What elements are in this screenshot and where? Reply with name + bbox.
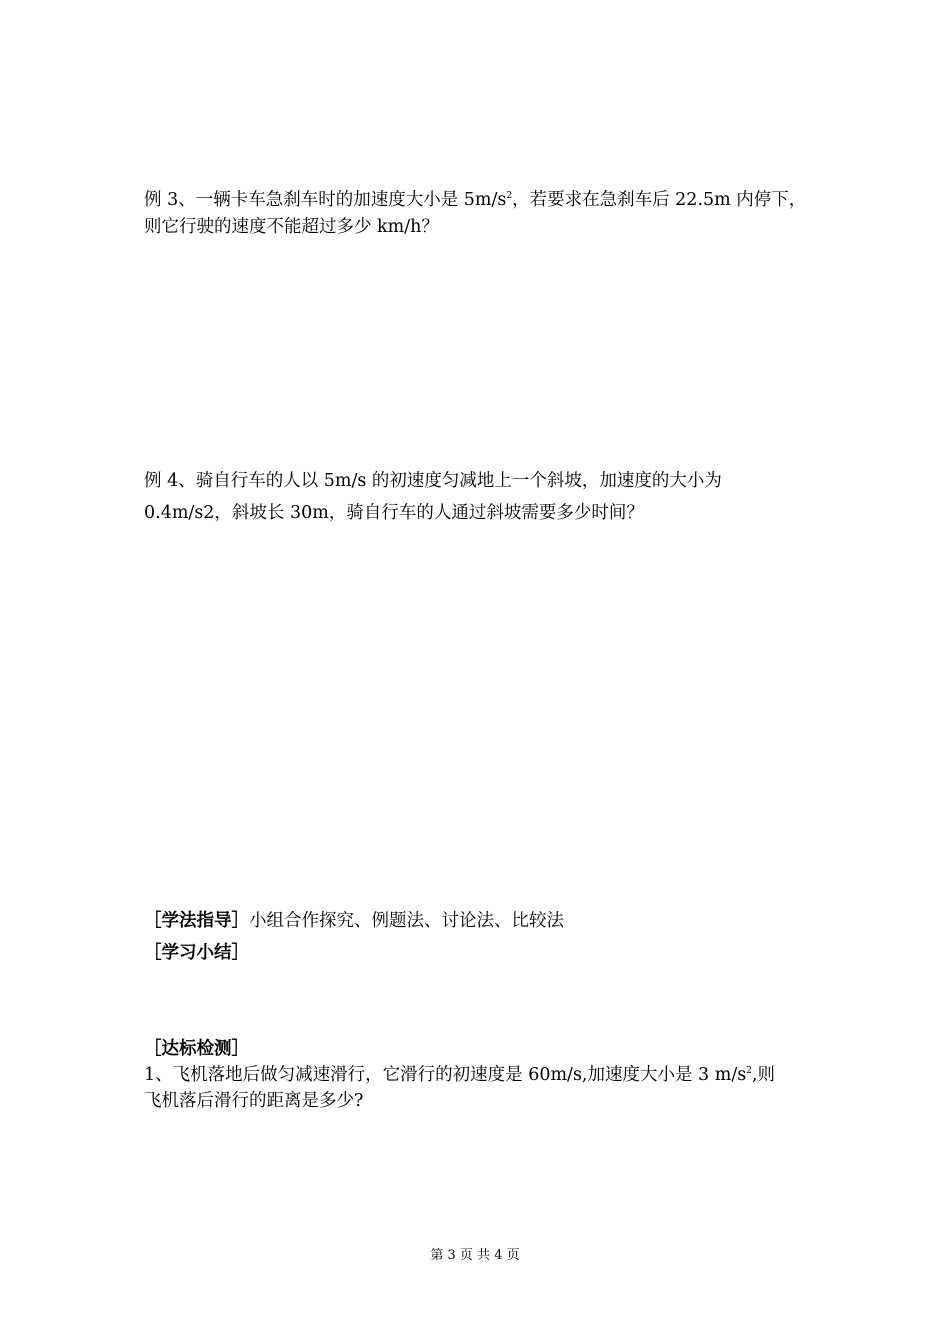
test-question-1-line-2: 飞机落后滑行的距离是多少?	[144, 1091, 364, 1111]
summary-label: ［学习小结］	[144, 943, 249, 963]
method-guide-label: ［学法指导］	[144, 911, 249, 931]
page-footer: 第 3 页 共 4 页	[430, 1248, 520, 1263]
method-guide-line	[144, 908, 564, 934]
example-4-line-1: 例 4、骑自行车的人以 5m/s 的初速度匀减地上一个斜坡，加速度的大小为	[144, 471, 722, 491]
test-question-1-text-a: 1、飞机落地后做匀减速滑行，它滑行的初速度是 60m/s,加速度大小是 3 m/s	[144, 1065, 747, 1085]
example-3-text-a: 例 3、一辆卡车急刹车时的加速度大小是 5m/s	[144, 190, 507, 210]
test-question-1-text-b: ,则	[751, 1065, 776, 1085]
test-label: ［达标检测］	[144, 1039, 249, 1059]
test-question-1-superscript: 2	[746, 1066, 752, 1076]
example-4-line-2: 0.4m/s2，斜坡长 30m，骑自行车的人通过斜坡需要多少时间？	[144, 503, 644, 523]
example-3-text-b: ，若要求在急刹车后 22.5m 内停下，	[512, 190, 807, 210]
example-3-superscript: 2	[506, 191, 513, 201]
method-guide-text: 小组合作探究、例题法、讨论法、比较法	[249, 911, 564, 931]
example-3-line-2: 则它行驶的速度不能超过多少 km/h？	[144, 217, 439, 237]
example-3-line-1	[144, 187, 806, 213]
test-question-1-line-1	[144, 1062, 775, 1088]
